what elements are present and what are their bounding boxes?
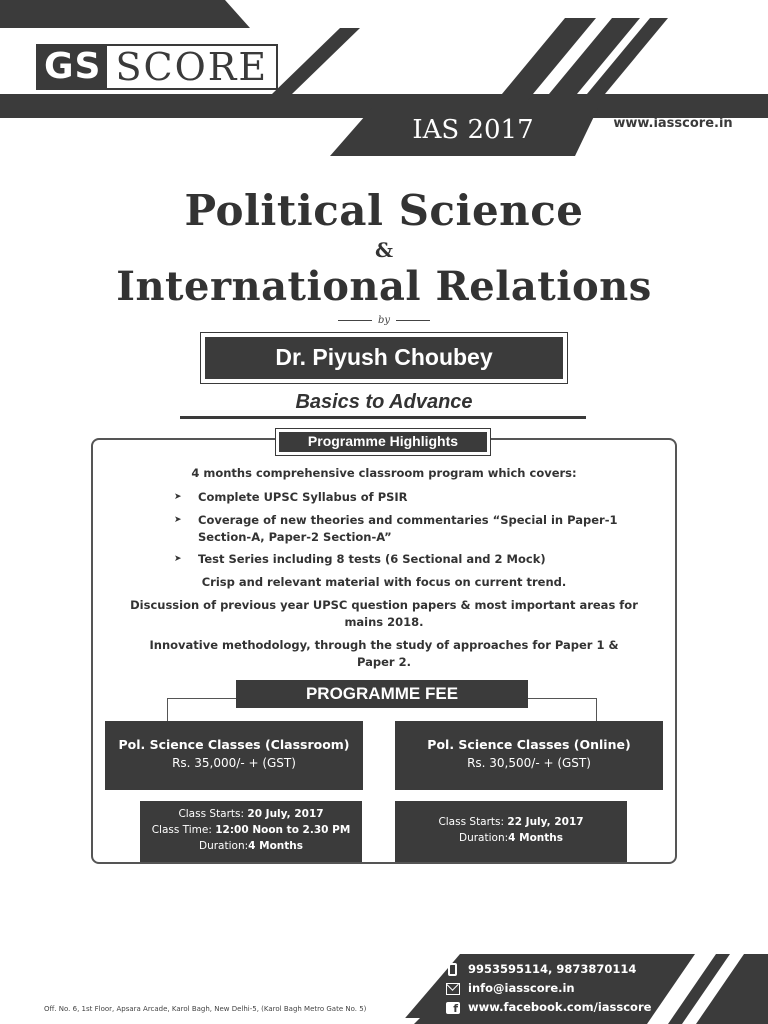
highlights-heading-box <box>275 428 491 456</box>
gsscore-logo <box>36 44 278 90</box>
contact-facebook[interactable]: www.facebook.com/iasscore <box>468 1000 652 1014</box>
arrow-icon: ➤ <box>174 515 182 525</box>
highlight-point: Crisp and relevant material with focus on current trend. <box>201 575 567 589</box>
exam-label: IAS 2017 <box>412 115 534 145</box>
phone-icon <box>448 963 457 976</box>
contact-block <box>446 960 651 1017</box>
schedule-start: Class Starts: 22 July, 2017 <box>438 816 584 828</box>
arrow-icon: ➤ <box>174 554 182 564</box>
fee-connector-left <box>167 698 237 722</box>
highlight-point: Discussion of previous year UPSC question papers & most important areas for mains 2018. <box>130 598 638 629</box>
title-ampersand: & <box>374 238 394 262</box>
divider <box>180 416 586 419</box>
mail-icon <box>446 983 460 995</box>
fee-online-title: Pol. Science Classes (Online) <box>427 737 631 752</box>
fee-box-classroom <box>105 721 363 790</box>
website-link[interactable]: www.iasscore.in <box>613 116 733 131</box>
fee-connector-right <box>527 698 597 722</box>
author-banner <box>200 332 568 384</box>
highlights-heading: Programme Highlights <box>279 432 487 452</box>
author-name: Dr. Piyush Choubey <box>205 337 563 379</box>
fee-heading: PROGRAMME FEE <box>236 680 528 708</box>
title-line-1: Political Science <box>184 186 584 235</box>
by-text: by <box>377 315 391 326</box>
contact-phone-row <box>446 960 651 979</box>
contact-email-row <box>446 979 651 998</box>
highlights-intro: 4 months comprehensive classroom program which covers: <box>191 466 577 480</box>
logo-score: SCORE <box>115 45 269 89</box>
facebook-icon: f <box>446 1002 460 1014</box>
schedule-duration: Duration:4 Months <box>199 840 303 852</box>
fee-online-price: Rs. 30,500/- + (GST) <box>467 756 591 770</box>
schedule-duration: Duration:4 Months <box>459 832 563 844</box>
schedule-box-classroom <box>140 801 362 862</box>
by-label <box>0 314 768 328</box>
contact-email[interactable]: info@iasscore.in <box>468 981 575 995</box>
bullet-text: Test Series including 8 tests (6 Sectional and 2 Mock) <box>198 552 546 566</box>
title-line-2: International Relations <box>116 263 652 310</box>
schedule-box-online <box>395 801 627 862</box>
schedule-start: Class Starts: 20 July, 2017 <box>178 808 324 820</box>
arrow-icon: ➤ <box>174 492 182 502</box>
highlight-point: Innovative methodology, through the study of approaches for Paper 1 & Paper 2. <box>149 638 619 669</box>
fee-classroom-title: Pol. Science Classes (Classroom) <box>118 737 350 752</box>
contact-phone[interactable]: 9953595114, 9873870114 <box>468 962 637 976</box>
bullet-text: Coverage of new theories and commentaries “Special in Paper-1 Section-A, Paper-2 Section-A” <box>198 513 618 544</box>
contact-facebook-row <box>446 998 651 1017</box>
bullet-text: Complete UPSC Syllabus of PSIR <box>198 490 408 504</box>
tagline: Basics to Advance <box>295 391 473 413</box>
logo-gs: GS <box>38 46 107 88</box>
fee-classroom-price: Rs. 35,000/- + (GST) <box>172 756 296 770</box>
office-address: Off. No. 6, 1st Floor, Apsara Arcade, Karol Bagh, New Delhi-5, (Karol Bagh Metro Gate No. 5) <box>44 1005 367 1013</box>
schedule-time: Class Time: 12:00 Noon to 2.30 PM <box>151 824 351 836</box>
fee-box-online <box>395 721 663 790</box>
